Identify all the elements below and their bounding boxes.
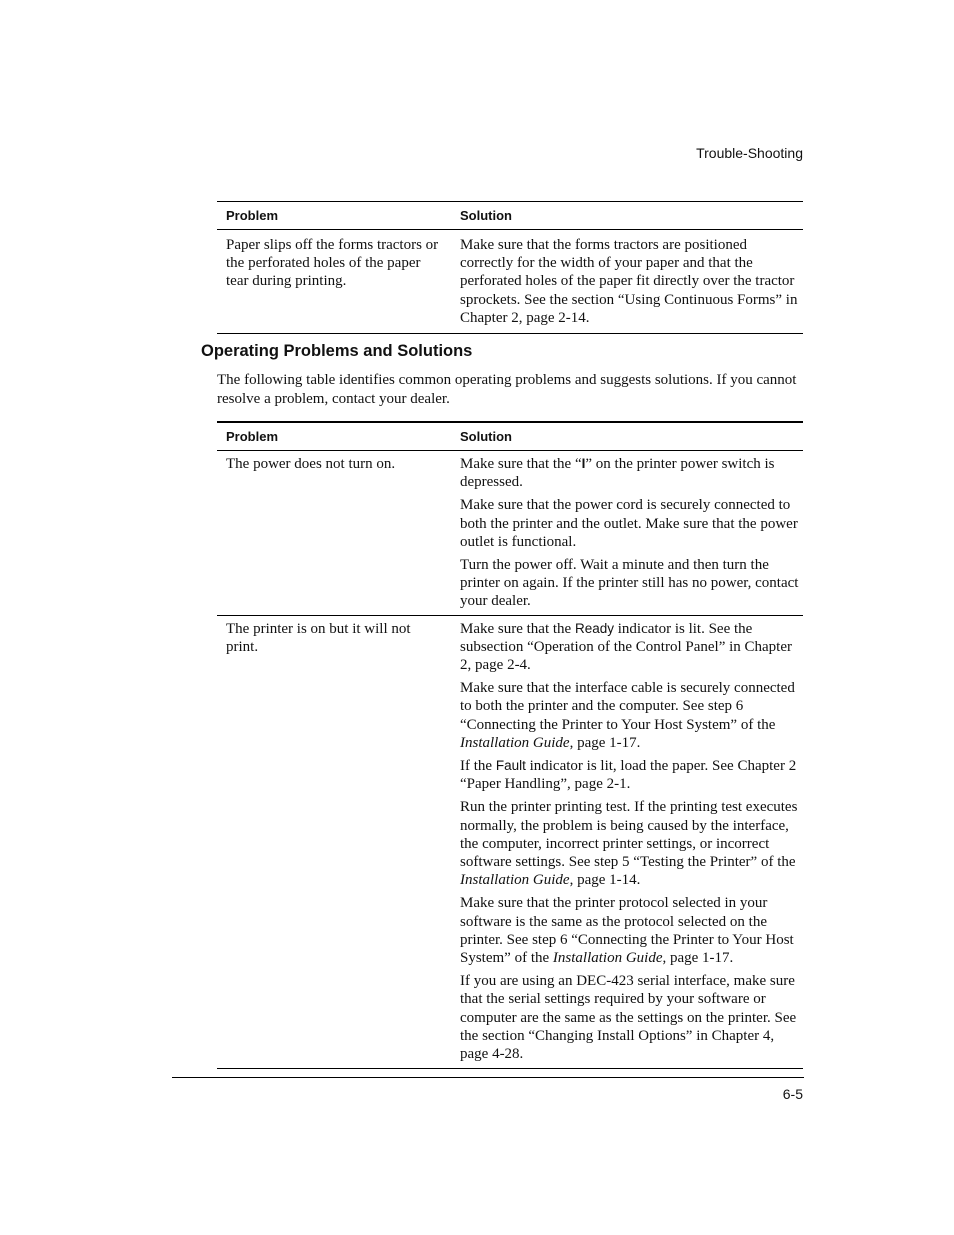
solution-cell bbox=[451, 451, 803, 616]
solution-text bbox=[460, 455, 803, 491]
table-paper-problems bbox=[217, 201, 803, 334]
solution-text-part: indicator is lit, load the paper. See Chapter 2 “Paper Handling”, page 2-1. bbox=[460, 758, 797, 793]
solution-text: Make sure that the power cord is securely connected to both the printer and the outlet. Make sure that the power outlet is functional. bbox=[460, 497, 798, 550]
column-header-problem: Problem bbox=[217, 202, 451, 230]
power-switch-symbol: I bbox=[581, 456, 586, 471]
solution-text-part: indicator is lit. See the subsection “Operation of the Control Panel” in Chapter 2, page 2-4. bbox=[460, 620, 792, 674]
problem-cell: The power does not turn on. bbox=[217, 451, 451, 616]
column-header-problem: Problem bbox=[217, 422, 451, 451]
table-row bbox=[217, 230, 803, 334]
solution-text-part: , page 1-17. bbox=[662, 950, 734, 967]
solution-text bbox=[460, 894, 803, 967]
section-intro: The following table identifies common operating problems and suggests solutions. If you cannot resolve a problem, contact your dealer. bbox=[217, 372, 797, 407]
column-header-solution: Solution bbox=[451, 422, 803, 451]
column-header-solution: Solution bbox=[451, 202, 803, 230]
solution-cell bbox=[451, 230, 803, 334]
solution-text-part: Make sure that the printer protocol selected in your software is the same as the protocol selected on the printer. See step 6 “Connecting the Printer to Your Host System” of the bbox=[460, 895, 794, 967]
guide-title: Installation Guide bbox=[460, 872, 570, 889]
table-row bbox=[217, 615, 803, 1069]
section-title: Operating Problems and Solutions bbox=[201, 342, 473, 360]
solution-text bbox=[460, 679, 803, 752]
solution-text-part: Make sure that the “ bbox=[460, 456, 582, 472]
solution-text: If you are using an DEC-423 serial interface, make sure that the serial settings required by your software or computer are the same as the settings on the printer. See the section “Changing Install Options” in Chapter 4, page 4-28. bbox=[460, 973, 797, 1063]
solution-text-part: , page 1-17. bbox=[569, 734, 641, 751]
guide-title: Installation Guide bbox=[552, 950, 663, 967]
table-operating-problems bbox=[217, 421, 803, 1069]
solution-text-part: ” on the printer power switch is depressed. bbox=[460, 456, 775, 491]
solution-text: Make sure that the forms tractors are positioned correctly for the width of your paper and that the perforated holes of the paper fit directly over the tractor sprockets. See the section “Using Continuous Forms” in Chapter 2, page 2-14. bbox=[460, 237, 798, 326]
solution-text bbox=[460, 620, 803, 675]
solution-text-part: Make sure that the interface cable is securely connected to both the printer and the computer. See step 6 “Connecting the Printer to Your Host System” of the bbox=[460, 680, 795, 733]
problem-cell: The printer is on but it will not print. bbox=[217, 615, 451, 1069]
solution-text-part: If the bbox=[460, 758, 496, 775]
table-row bbox=[217, 451, 803, 616]
problem-cell: Paper slips off the forms tractors or the perforated holes of the paper tear during printing. bbox=[217, 230, 451, 334]
ready-indicator-label: Ready bbox=[574, 620, 614, 636]
solution-text-part: Run the printer printing test. If the printing test executes normally, the problem is being caused by the interface, the computer, incorrect printer settings, or incorrect software settings. See step 5 “Testing the Printer” of the bbox=[460, 799, 798, 871]
solution-text-part: , page 1-14. bbox=[569, 872, 641, 889]
solution-text-part: Make sure that the bbox=[460, 620, 575, 637]
solution-cell bbox=[451, 615, 803, 1069]
solution-text bbox=[460, 757, 803, 793]
footer-rule bbox=[172, 1077, 804, 1078]
page-number: 6-5 bbox=[782, 1086, 803, 1102]
running-head: Trouble-Shooting bbox=[696, 145, 803, 161]
fault-indicator-label: Fault bbox=[495, 758, 526, 774]
solution-text bbox=[460, 798, 803, 889]
solution-text: Turn the power off. Wait a minute and then turn the printer on again. If the printer still has no power, contact your dealer. bbox=[460, 557, 799, 610]
guide-title: Installation Guide bbox=[460, 734, 570, 751]
